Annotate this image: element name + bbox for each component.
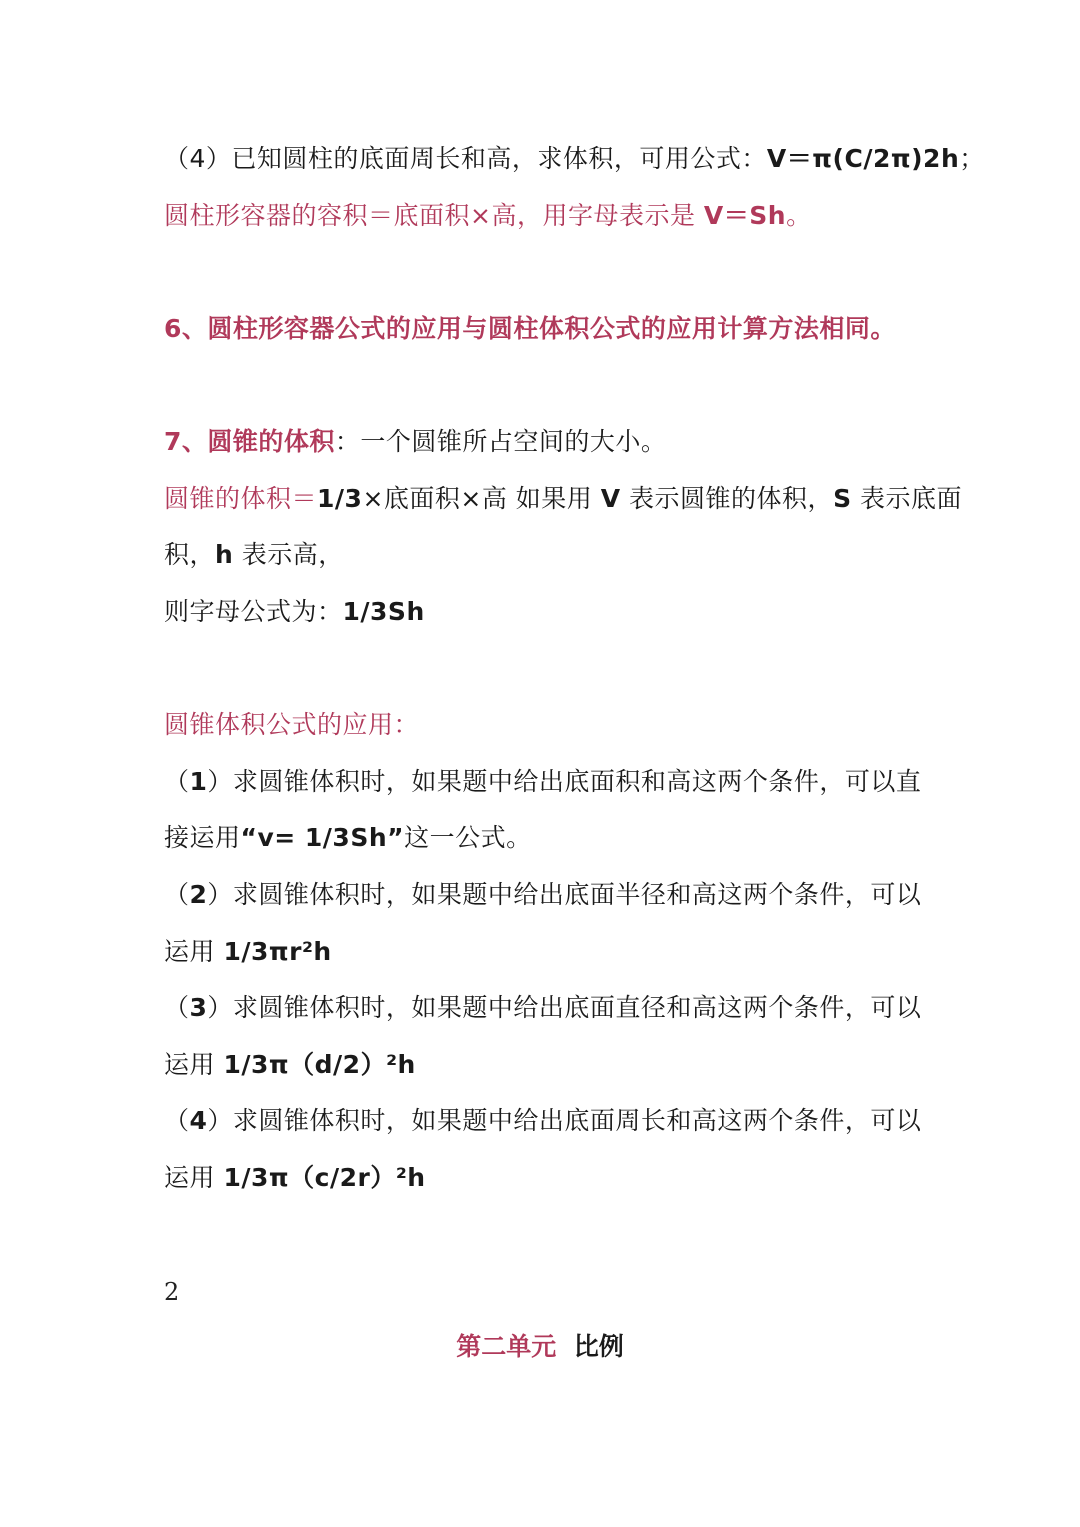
text-segment: 接运用 bbox=[164, 823, 241, 852]
text-segment: 则字母公式为： bbox=[164, 597, 343, 626]
text-segment: 圆锥的体积 bbox=[164, 484, 292, 513]
definition-text: ：一个圆锥所占空间的大小。 bbox=[334, 427, 667, 456]
formula-text: V bbox=[600, 484, 621, 513]
list-item-2 bbox=[164, 878, 921, 912]
text-segment: 表示高， bbox=[233, 540, 344, 569]
unit-title bbox=[0, 1330, 1080, 1364]
formula-text: 1/3πr²h bbox=[223, 937, 332, 966]
list-item-1-cont bbox=[164, 821, 532, 855]
text-segment: 这一公式。 bbox=[404, 823, 532, 852]
text-segment: （ bbox=[164, 767, 190, 796]
text-segment: 运用 bbox=[164, 1163, 224, 1192]
text-segment: 圆柱形容器的容积＝底面积×高，用字母表示是 bbox=[164, 201, 704, 230]
list-item-1 bbox=[164, 765, 921, 799]
list-item-2-cont bbox=[164, 935, 332, 969]
formula-text: S bbox=[833, 484, 852, 513]
item-number: 1 bbox=[189, 767, 208, 796]
text-segment: 。 bbox=[786, 201, 812, 230]
subheading-cone-formula-application bbox=[164, 708, 419, 742]
paragraph-container-capacity bbox=[164, 199, 812, 233]
heading-text: 7、圆锥的体积 bbox=[164, 427, 335, 456]
text-segment: （ bbox=[164, 880, 190, 909]
heading-text: 6、圆柱形容器公式的应用与圆柱体积公式的应用计算方法相同。 bbox=[164, 314, 896, 343]
list-item-3 bbox=[164, 991, 921, 1025]
text-segment: 积， bbox=[164, 540, 216, 569]
text-segment: ）求圆锥体积时，如果题中给出底面半径和高这两个条件，可以 bbox=[207, 880, 922, 909]
text-segment: （4）已知圆柱的底面周长和高，求体积，可用公式： bbox=[164, 144, 767, 173]
page-number: 2 bbox=[164, 1278, 180, 1306]
paragraph-cone-volume-definition bbox=[164, 482, 962, 516]
item-number: 2 bbox=[189, 880, 208, 909]
formula-text: 1/3π（d/2）²h bbox=[223, 1050, 416, 1079]
text-segment: 表示圆锥的体积， bbox=[620, 484, 834, 513]
paragraph-cone-volume-definition-cont bbox=[164, 538, 344, 572]
formula-text: “v= 1/3Sh” bbox=[240, 823, 405, 852]
list-item-4-cont bbox=[164, 1161, 426, 1195]
unit-title-part1: 第二单元 bbox=[456, 1332, 557, 1361]
list-item-4 bbox=[164, 1104, 921, 1138]
formula-text: 1/3Sh bbox=[342, 597, 425, 626]
text-segment: （ bbox=[164, 1106, 190, 1135]
formula-text: V＝π(C/2π)2h bbox=[766, 144, 960, 173]
text-segment: ； bbox=[959, 144, 985, 173]
section-heading-7 bbox=[164, 425, 666, 459]
paragraph-cylinder-volume-formula-4 bbox=[164, 142, 985, 176]
subheading-text: 圆锥体积公式的应用： bbox=[164, 710, 420, 739]
text-segment: ＝ bbox=[291, 484, 318, 513]
text-segment: 运用 bbox=[164, 1050, 224, 1079]
formula-text: 1/3 bbox=[317, 484, 363, 513]
text-segment: 表示底面 bbox=[851, 484, 963, 513]
formula-text: 1/3π（c/2r）²h bbox=[223, 1163, 426, 1192]
item-number: 4 bbox=[189, 1106, 208, 1135]
formula-text: V＝Sh bbox=[703, 201, 787, 230]
text-segment: 运用 bbox=[164, 937, 224, 966]
item-number: 3 bbox=[189, 993, 208, 1022]
text-segment: ）求圆锥体积时，如果题中给出底面周长和高这两个条件，可以 bbox=[207, 1106, 922, 1135]
paragraph-cone-letter-formula bbox=[164, 595, 425, 629]
list-item-3-cont bbox=[164, 1048, 416, 1082]
formula-text: h bbox=[215, 540, 234, 569]
unit-title-part2: 比例 bbox=[573, 1332, 624, 1361]
text-segment: （ bbox=[164, 993, 190, 1022]
text-segment: ）求圆锥体积时，如果题中给出底面直径和高这两个条件，可以 bbox=[207, 993, 922, 1022]
section-heading-6 bbox=[164, 312, 896, 346]
text-segment: ）求圆锥体积时，如果题中给出底面积和高这两个条件，可以直 bbox=[207, 767, 922, 796]
text-segment: ×底面积×高 如果用 bbox=[362, 484, 601, 513]
